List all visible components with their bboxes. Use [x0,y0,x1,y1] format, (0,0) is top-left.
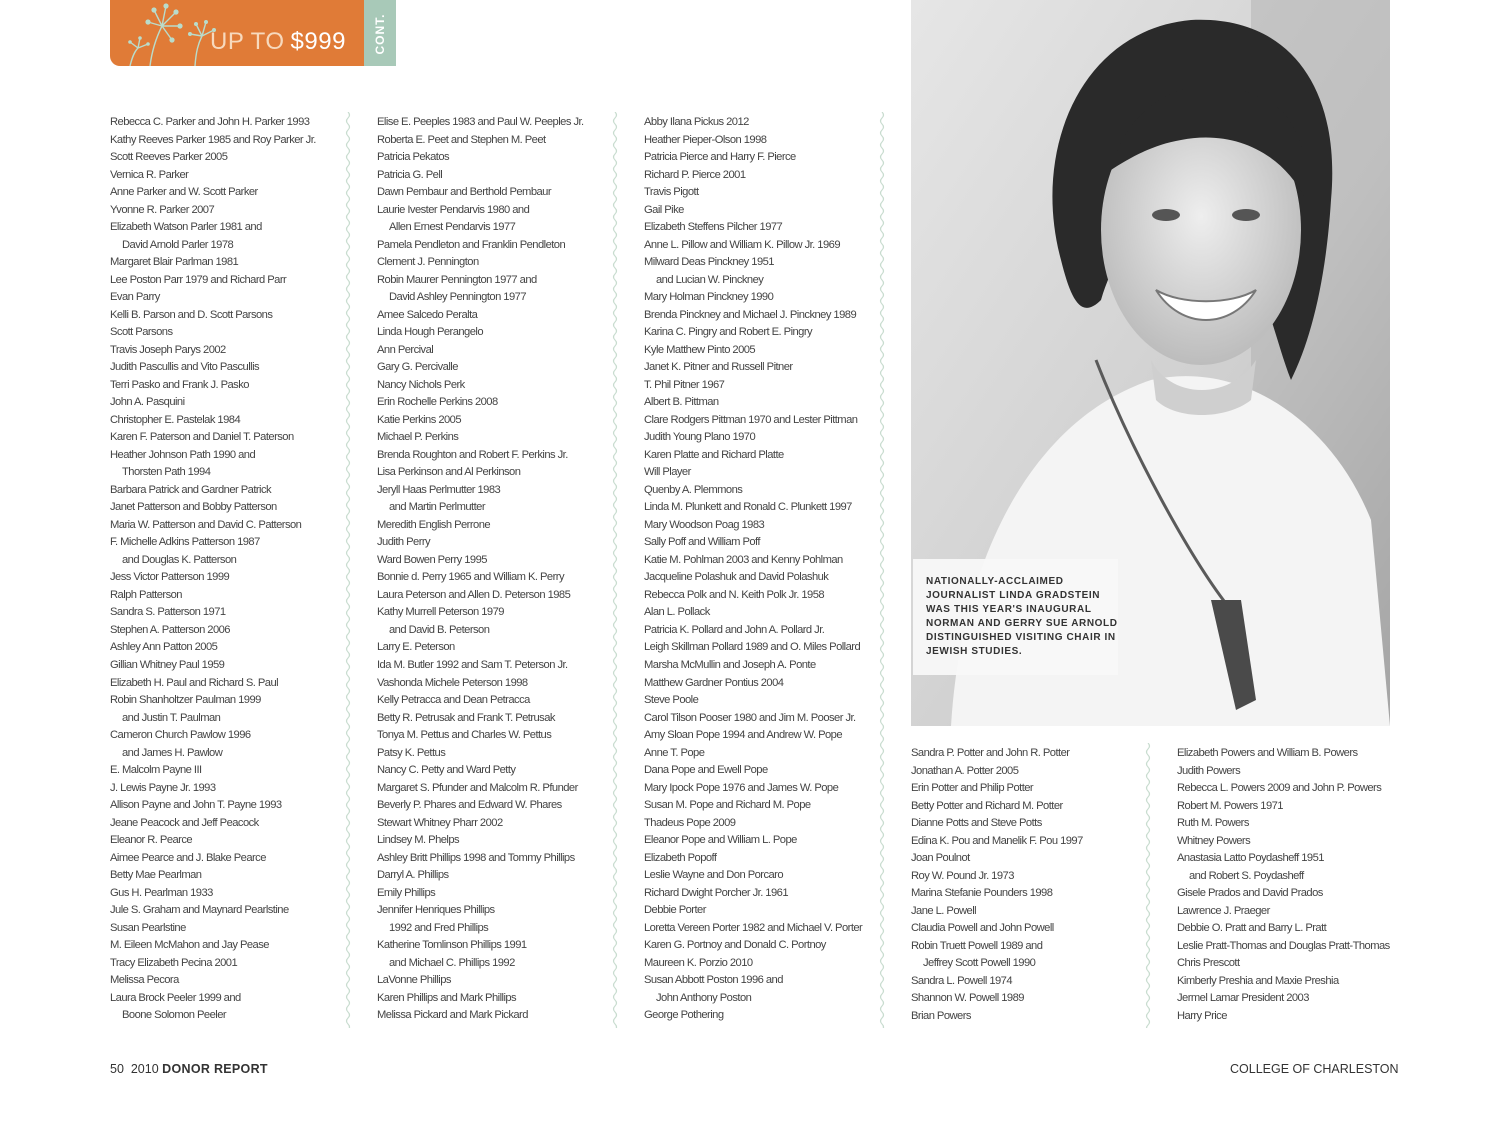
donor-entry: Loretta Vereen Porter 1982 and Michael V. Porter [644,921,863,934]
donor-entry: Debbie Porter [644,904,706,917]
footer-college-name: COLLEGE OF CHARLESTON [1230,1062,1399,1076]
donor-entry: Susan M. Pope and Richard M. Pope [644,799,811,812]
donor-entry: Jonathan A. Potter 2005 [911,764,1019,777]
donor-entry: Marsha McMullin and Joseph A. Ponte [644,658,816,671]
column-divider [1144,743,1152,1028]
donor-entry: Quenby A. Plemmons [644,483,743,496]
donor-entry: Clare Rodgers Pittman 1970 and Lester Pittman [644,413,858,426]
donor-entry: Susan Pearlstine [110,921,186,934]
donor-entry: Meredith English Perrone [377,518,491,531]
donor-entry: Leslie Wayne and Don Porcaro [644,869,784,882]
divider-wave-path [881,112,884,1028]
donor-entry: Susan Abbott Poston 1996 and [644,974,783,987]
donor-entry: and James H. Pawlow [122,746,223,759]
donor-entry: David Arnold Parler 1978 [122,238,234,251]
donor-entry: Lindsey M. Phelps [377,834,460,847]
donor-entry: Whitney Powers [1177,834,1251,847]
donor-entry: Ashley Britt Phillips 1998 and Tommy Phillips [377,851,575,864]
donor-entry: Melissa Pecora [110,974,179,987]
donor-entry: Harry Price [1177,1009,1227,1022]
donor-entry: Janet K. Pitner and Russell Pitner [644,361,793,374]
donor-entry: Gillian Whitney Paul 1959 [110,658,225,671]
donor-entry: Kathy Reeves Parker 1985 and Roy Parker Jr. [110,133,316,146]
donor-entry: Karen Platte and Richard Platte [644,448,784,461]
donor-entry: Tracy Elizabeth Pecina 2001 [110,956,238,969]
donor-entry: Gary G. Percivalle [377,361,458,374]
donor-entry: Amy Sloan Pope 1994 and Andrew W. Pope [644,729,843,742]
donor-entry: Albert B. Pittman [644,396,719,409]
donor-entry: Stewart Whitney Pharr 2002 [377,816,503,829]
donor-entry: and Martin Perlmutter [389,501,486,514]
donor-entry: 1992 and Fred Phillips [389,921,489,934]
donor-entry: Thorsten Path 1994 [122,466,211,479]
donor-entry: E. Malcolm Payne III [110,764,202,777]
divider-wave-path [347,112,350,1028]
donor-entry: Robin Shanholtzer Paulman 1999 [110,694,261,707]
donor-entry: Betty R. Petrusak and Frank T. Petrusak [377,711,555,724]
donor-entry: Dana Pope and Ewell Pope [644,764,768,777]
donor-entry: Dawn Pembaur and Berthold Pembaur [377,186,552,199]
donor-entry: Lawrence J. Praeger [1177,904,1270,917]
donor-entry: Betty Potter and Richard M. Potter [911,799,1063,812]
donor-entry: Anne L. Pillow and William K. Pillow Jr. 1969 [644,238,840,251]
donor-entry: Karen F. Paterson and Daniel T. Paterson [110,431,294,444]
donor-entry: Marina Stefanie Pounders 1998 [911,887,1053,900]
donor-entry: Brenda Pinckney and Michael J. Pinckney 1989 [644,308,857,321]
donor-column-5 [1177,745,1390,1025]
donor-entry: Allison Payne and John T. Payne 1993 [110,799,282,812]
donor-entry: Ralph Patterson [110,588,182,601]
donor-entry: Pamela Pendleton and Franklin Pendleton [377,238,566,251]
donor-entry: Robin Maurer Pennington 1977 and [377,273,537,286]
donor-entry: John Anthony Poston [656,991,752,1004]
donor-entry: Sandra S. Patterson 1971 [110,606,226,619]
donor-entry: Sandra L. Powell 1974 [911,974,1013,987]
photo-caption-box [913,559,1118,675]
donor-entry: Dianne Potts and Steve Potts [911,817,1042,830]
donor-entry: Kelli B. Parson and D. Scott Parsons [110,308,273,321]
donor-entry: Shannon W. Powell 1989 [911,992,1024,1005]
donor-entry: Laura Brock Peeler 1999 and [110,991,241,1004]
donor-entry: Scott Parsons [110,326,173,339]
donor-column-4 [911,745,1083,1025]
donor-entry: Elizabeth Steffens Pilcher 1977 [644,221,783,234]
donor-entry: Alan L. Pollack [644,606,710,619]
donor-entry: Jane L. Powell [911,904,977,917]
donor-entry: and Michael C. Phillips 1992 [389,956,515,969]
donor-entry: Lisa Perkinson and Al Perkinson [377,466,521,479]
donor-entry: Yvonne R. Parker 2007 [110,203,215,216]
donor-entry: Anne T. Pope [644,746,705,759]
donor-entry: Milward Deas Pinckney 1951 [644,256,774,269]
donor-entry: David Ashley Pennington 1977 [389,291,526,304]
section-header-tab [110,0,364,66]
donor-entry: Roy W. Pound Jr. 1973 [911,869,1014,882]
donor-entry: Robert M. Powers 1971 [1177,799,1283,812]
donor-entry: Vernica R. Parker [110,168,189,181]
donor-entry: Nancy C. Petty and Ward Petty [377,764,516,777]
donor-entry: Betty Mae Pearlman [110,869,202,882]
donor-entry: Eleanor Pope and William L. Pope [644,834,797,847]
donor-entry: Richard P. Pierce 2001 [644,168,746,181]
donor-entry: Leigh Skillman Pollard 1989 and O. Miles Pollard [644,641,861,654]
donor-entry: Leslie Pratt-Thomas and Douglas Pratt-Thomas [1177,939,1390,952]
donor-entry: Larry E. Peterson [377,641,455,654]
donor-entry: and Justin T. Paulman [122,711,221,724]
donor-entry: Beverly P. Phares and Edward W. Phares [377,799,562,812]
donor-entry: Heather Johnson Path 1990 and [110,448,256,461]
donor-entry: Clement J. Pennington [377,256,479,269]
donor-entry: Judith Powers [1177,764,1241,777]
donor-entry: Chris Prescott [1177,957,1240,970]
donor-entry: Debbie O. Pratt and Barry L. Pratt [1177,922,1327,935]
donor-entry: Rebecca Polk and N. Keith Polk Jr. 1958 [644,588,825,601]
donor-entry: Barbara Patrick and Gardner Patrick [110,483,272,496]
donor-entry: Ruth M. Powers [1177,817,1249,830]
donor-entry: Allen Ernest Pendarvis 1977 [389,221,516,234]
donor-entry: John A. Pasquini [110,396,185,409]
donor-entry: Jermel Lamar President 2003 [1177,992,1309,1005]
donor-entry: Heather Pieper-Olson 1998 [644,133,767,146]
donor-entry: Eleanor R. Pearce [110,834,193,847]
donor-entry: Judith Young Plano 1970 [644,431,756,444]
donor-entry: Claudia Powell and John Powell [911,922,1054,935]
donor-entry: Jeane Peacock and Jeff Peacock [110,816,259,829]
donor-entry: Mary Woodson Poag 1983 [644,518,765,531]
donor-entry: M. Eileen McMahon and Jay Pease [110,939,269,952]
donor-entry: Janet Patterson and Bobby Patterson [110,501,277,514]
section-title-amount: $999 [290,28,346,55]
column-divider [878,112,886,1028]
donor-entry: Richard Dwight Porcher Jr. 1961 [644,886,788,899]
donor-entry: Katherine Tomlinson Phillips 1991 [377,939,527,952]
donor-column-2 [377,114,584,1025]
donor-entry: Ashley Ann Patton 2005 [110,641,218,654]
donor-entry: Gail Pike [644,203,684,216]
donor-entry: Elizabeth Popoff [644,851,717,864]
donor-entry: Edina K. Pou and Manelik F. Pou 1997 [911,834,1083,847]
donor-entry: Kathy Murrell Peterson 1979 [377,606,504,619]
donor-entry: Bonnie d. Perry 1965 and William K. Perry [377,571,564,584]
donor-entry: and Douglas K. Patterson [122,553,237,566]
donor-entry: Melissa Pickard and Mark Pickard [377,1009,528,1022]
donor-entry: Lee Poston Parr 1979 and Richard Parr [110,273,287,286]
donor-entry: Gisele Prados and David Prados [1177,887,1323,900]
donor-entry: Karen Phillips and Mark Phillips [377,991,517,1004]
donor-entry: Anne Parker and W. Scott Parker [110,186,258,199]
donor-entry: Laurie Ivester Pendarvis 1980 and [377,203,530,216]
continued-label: CONT. [373,13,387,55]
donor-entry: Amee Salcedo Peralta [377,308,478,321]
donor-entry: Elizabeth Watson Parler 1981 and [110,221,262,234]
donor-entry: F. Michelle Adkins Patterson 1987 [110,536,260,549]
section-title-prefix: UP TO [210,28,285,55]
donor-entry: Rebecca C. Parker and John H. Parker 1993 [110,116,310,128]
donor-entry: Erin Rochelle Perkins 2008 [377,396,498,409]
divider-wave-path [1147,743,1150,1028]
donor-entry: Mary Holman Pinckney 1990 [644,291,774,304]
donor-entry: Emily Phillips [377,886,436,899]
donor-entry: Karina C. Pingry and Robert E. Pingry [644,326,813,339]
donor-entry: and Lucian W. Pinckney [656,273,764,286]
donor-entry: Patsy K. Pettus [377,746,446,759]
donor-column-3 [644,114,862,1025]
donor-entry: Scott Reeves Parker 2005 [110,151,228,164]
donor-entry: Boone Solomon Peeler [122,1009,227,1022]
donor-entry: Abby Ilana Pickus 2012 [644,116,749,128]
donor-entry: Margaret Blair Parlman 1981 [110,256,239,269]
donor-entry: Kimberly Preshia and Maxie Preshia [1177,974,1339,987]
donor-entry: Travis Pigott [644,186,699,199]
donor-entry: Patricia Pekatos [377,151,450,164]
donor-entry: Patricia G. Pell [377,168,443,181]
donor-entry: Brenda Roughton and Robert F. Perkins Jr. [377,448,568,461]
donor-entry: Jennifer Henriques Phillips [377,904,495,917]
donor-entry: Tonya M. Pettus and Charles W. Pettus [377,729,552,742]
continued-tab [364,0,396,66]
donor-entry: Sandra P. Potter and John R. Potter [911,747,1070,759]
donor-entry: Jule S. Graham and Maynard Pearlstine [110,904,289,917]
donor-entry: Judith Pascullis and Vito Pascullis [110,361,260,374]
donor-entry: Michael P. Perkins [377,431,459,444]
donor-entry: Joan Poulnot [911,852,970,865]
donor-entry: Travis Joseph Parys 2002 [110,343,226,356]
donor-entry: LaVonne Phillips [377,974,451,987]
donor-entry: Darryl A. Phillips [377,869,449,882]
donor-entry: Linda Hough Perangelo [377,326,484,339]
donor-entry: Katie Perkins 2005 [377,413,462,426]
donor-entry: Rebecca L. Powers 2009 and John P. Powers [1177,782,1382,795]
donor-entry: Ann Percival [377,343,434,356]
donor-entry: Jeryll Haas Perlmutter 1983 [377,483,501,496]
photo-caption: NATIONALLY-ACCLAIMED JOURNALIST LINDA GRADSTEIN WAS THIS YEAR'S INAUGURAL NORMAN AND GERRY SUE ARNOLD DISTINGUISHED VISITING CHAIR IN JEWISH STUDIES. [926,576,1118,657]
donor-entry: Sally Poff and William Poff [644,536,760,549]
donor-entry: Jess Victor Patterson 1999 [110,571,230,584]
donor-column-1 [110,114,316,1025]
donor-entry: Gus H. Pearlman 1933 [110,886,213,899]
donor-entry: Jacqueline Polashuk and David Polashuk [644,571,829,584]
donor-entry: Linda M. Plunkett and Ronald C. Plunkett 1997 [644,501,852,514]
donor-entry: Ida M. Butler 1992 and Sam T. Peterson Jr. [377,658,568,671]
donor-entry: Maureen K. Porzio 2010 [644,956,753,969]
donor-entry: Kyle Matthew Pinto 2005 [644,343,756,356]
donor-entry: Steve Poole [644,694,699,707]
donor-entry: and David B. Peterson [389,623,490,636]
donor-entry: and Robert S. Poydasheff [1189,869,1304,882]
divider-wave-path [614,112,617,1028]
donor-entry: Robin Truett Powell 1989 and [911,939,1043,952]
donor-entry: Thadeus Pope 2009 [644,816,736,829]
donor-entry: Kelly Petracca and Dean Petracca [377,694,530,707]
donor-entry: Jeffrey Scott Powell 1990 [923,957,1036,970]
donor-entry: Stephen A. Patterson 2006 [110,623,230,636]
donor-entry: Judith Perry [377,536,431,549]
donor-entry: Terri Pasko and Frank J. Pasko [110,378,249,391]
donor-entry: Erin Potter and Philip Potter [911,782,1034,795]
donor-entry: Brian Powers [911,1009,971,1022]
donor-entry: Elise E. Peeples 1983 and Paul W. Peeples Jr. [377,116,584,128]
donor-entry: Elizabeth Powers and William B. Powers [1177,747,1358,759]
donor-entry: Patricia Pierce and Harry F. Pierce [644,151,796,164]
donor-entry: Matthew Gardner Pontius 2004 [644,676,784,689]
donor-entry: Carol Tilson Pooser 1980 and Jim M. Pooser Jr. [644,711,856,724]
donor-entry: Elizabeth H. Paul and Richard S. Paul [110,676,279,689]
report-title: DONOR REPORT [162,1062,268,1076]
donor-entry: Laura Peterson and Allen D. Peterson 1985 [377,588,571,601]
donor-entry: Katie M. Pohlman 2003 and Kenny Pohlman [644,553,843,566]
column-divider [344,112,352,1028]
donor-entry: Maria W. Patterson and David C. Patterson [110,518,302,531]
donor-entry: Mary Ipock Pope 1976 and James W. Pope [644,781,839,794]
donor-entry: Christopher E. Pastelak 1984 [110,413,241,426]
donor-entry: Patricia K. Pollard and John A. Pollard Jr. [644,623,825,636]
donor-entry: Vashonda Michele Peterson 1998 [377,676,528,689]
donor-entry: Nancy Nichols Perk [377,378,465,391]
donor-entry: Anastasia Latto Poydasheff 1951 [1177,852,1324,865]
page-number: 50 [110,1062,124,1076]
donor-entry: Roberta E. Peet and Stephen M. Peet [377,133,546,146]
donor-entry: Ward Bowen Perry 1995 [377,553,487,566]
donor-entry: J. Lewis Payne Jr. 1993 [110,781,216,794]
report-year: 2010 [130,1062,159,1076]
donor-entry: Aimee Pearce and J. Blake Pearce [110,851,266,864]
column-divider [611,112,619,1028]
donor-entry: Evan Parry [110,291,160,304]
donor-entry: Cameron Church Pawlow 1996 [110,729,251,742]
donor-entry: Karen G. Portnoy and Donald C. Portnoy [644,939,826,952]
donor-entry: Margaret S. Pfunder and Malcolm R. Pfunder [377,781,578,794]
section-title [210,28,346,56]
donor-entry: T. Phil Pitner 1967 [644,378,725,391]
donor-entry: George Pothering [644,1009,724,1022]
footer-report-label [110,1062,268,1076]
donor-entry: Will Player [644,466,691,479]
